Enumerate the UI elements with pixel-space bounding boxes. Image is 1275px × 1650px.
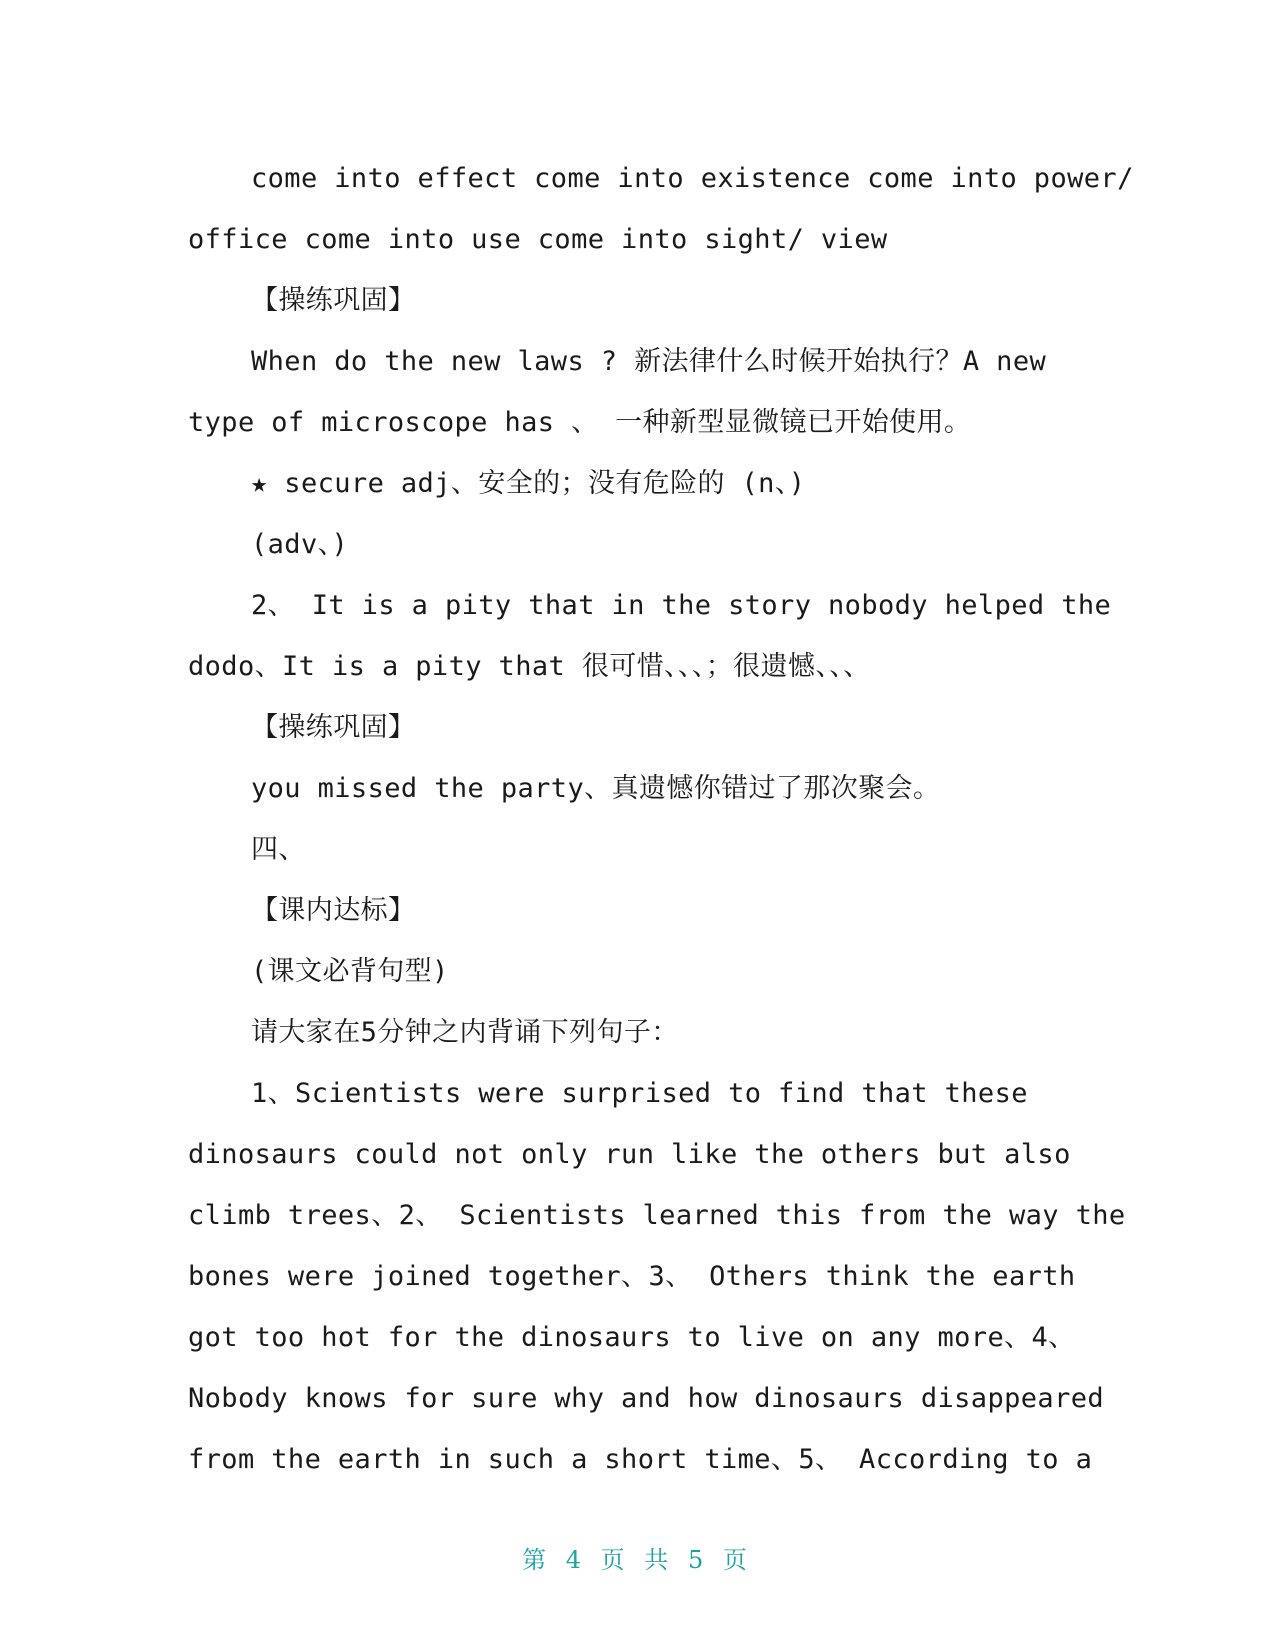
text-line: When do the new laws ? 新法律什么时候开始执行？A new (251, 346, 1047, 377)
text-line: dodo、It is a pity that 很可惜、、、；很遗憾、、、 (188, 651, 871, 682)
section-heading: 【操练巩固】 (251, 712, 416, 743)
text-line: bones were joined together、3、 Others think the earth (188, 1261, 1076, 1292)
text-line: 1、Scientists were surprised to find that these (251, 1078, 1028, 1109)
text-line: Nobody knows for sure why and how dinosaurs disappeared (188, 1383, 1105, 1414)
text-line: 请大家在5分钟之内背诵下列句子： (251, 1017, 679, 1048)
text-line: type of microscope has 、 一种新型显微镜已开始使用。 (188, 407, 972, 438)
body-text (188, 148, 1134, 1490)
page-footer: 第 4 页 共 5 页 (522, 1546, 753, 1574)
text-line: from the earth in such a short time、5、 According to a (188, 1444, 1093, 1475)
text-line: office come into use come into sight/ view (188, 224, 888, 255)
section-number: 四、 (251, 834, 306, 865)
text-line: 2、 It is a pity that in the story nobody helped the (251, 590, 1112, 621)
text-line: got too hot for the dinosaurs to live on any more、4、 (188, 1322, 1076, 1353)
text-line: (课文必背句型) (251, 956, 449, 987)
text-line: ★ secure adj、安全的；没有危险的 (n、) (251, 468, 806, 499)
text-line: (adv、) (251, 529, 349, 560)
text-line: climb trees、2、 Scientists learned this from the way the (188, 1200, 1126, 1231)
text-line: come into effect come into existence come into power/ (251, 163, 1134, 194)
section-heading: 【操练巩固】 (251, 285, 416, 316)
text-line: dinosaurs could not only run like the others but also (188, 1139, 1071, 1170)
text-line: you missed the party、真遗憾你错过了那次聚会。 (251, 773, 941, 804)
section-heading: 【课内达标】 (251, 895, 416, 926)
